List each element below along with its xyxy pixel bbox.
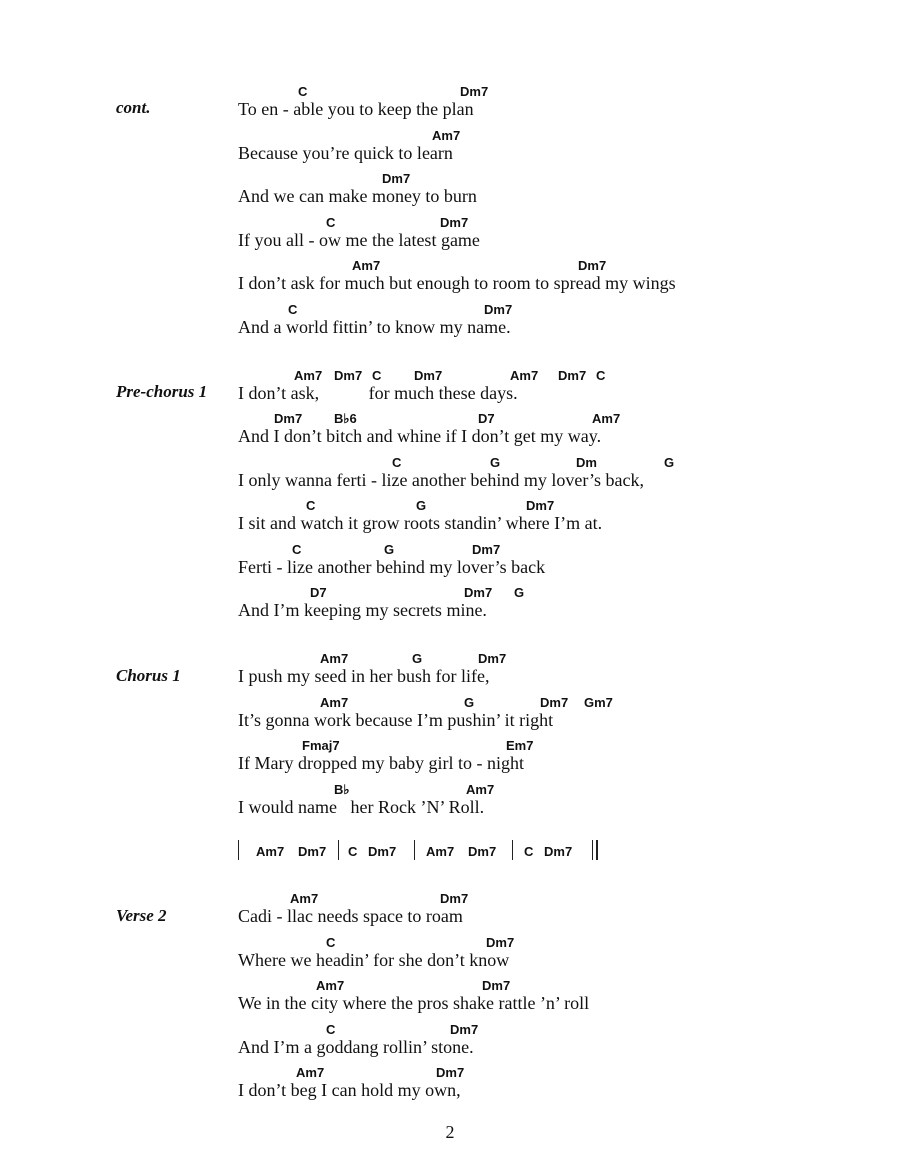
barline [238, 840, 239, 860]
lyric-text: I don’t ask for much but enough to room to spread my wings [238, 273, 676, 293]
chord: C [392, 455, 402, 470]
chord: C [306, 498, 316, 513]
lyric-line [238, 542, 878, 586]
chord: C [326, 215, 336, 230]
lyric-text: I don’t ask, for much these days. [238, 383, 518, 403]
section-label-chorus-1: Chorus 1 [116, 666, 181, 685]
barline [512, 840, 513, 860]
lyric-line [238, 498, 878, 542]
lyric-text: If Mary dropped my baby girl to - night [238, 753, 524, 773]
chord: C [288, 302, 298, 317]
chord: Dm7 [436, 1065, 465, 1080]
chord: Am7 [466, 782, 495, 797]
lyric-line [238, 738, 878, 782]
lyric-text: And I’m a goddang rollin’ stone. [238, 1037, 474, 1057]
chord: B♭ [334, 782, 350, 797]
page-number: 2 [445, 1122, 455, 1142]
lyric-line [238, 585, 878, 629]
chord: G [464, 695, 475, 710]
lyric-line [238, 128, 878, 172]
chord: Am7 [426, 844, 455, 859]
chord: Dm7 [382, 171, 411, 186]
chord: Gm7 [584, 695, 613, 710]
chord: Dm7 [368, 844, 397, 859]
lyric-line [238, 368, 878, 412]
chord: G [384, 542, 395, 557]
chord: G [514, 585, 525, 600]
chord: Dm7 [440, 215, 469, 230]
lyric-line [238, 215, 878, 259]
barline [414, 840, 415, 860]
chord: C [298, 84, 308, 99]
lyric-text: If you all - ow me the latest game [238, 230, 480, 250]
final-barline [596, 840, 598, 860]
final-barline [592, 840, 593, 860]
chord: Am7 [316, 978, 345, 993]
chord: C [292, 542, 302, 557]
chord: Dm7 [478, 651, 507, 666]
section-label-cont: cont. [116, 98, 151, 117]
chord: C [596, 368, 606, 383]
lyric-text: Because you’re quick to learn [238, 143, 453, 163]
lyric-line [238, 935, 878, 979]
chord: Dm7 [484, 302, 513, 317]
chord: B♭6 [334, 411, 357, 426]
chord: C [326, 1022, 336, 1037]
chord: Dm7 [274, 411, 303, 426]
lyric-text: And I don’t bitch and whine if I don’t get my way. [238, 426, 602, 446]
lyric-text: Ferti - lize another behind my lover’s back [238, 557, 546, 577]
chord: Dm7 [464, 585, 493, 600]
chord: Am7 [290, 891, 319, 906]
section-label-verse-2: Verse 2 [116, 906, 167, 925]
chord: Dm7 [544, 844, 573, 859]
chord: Am7 [320, 651, 349, 666]
chord: Am7 [592, 411, 621, 426]
lyric-line [238, 258, 878, 302]
chord: Dm7 [440, 891, 469, 906]
chord: Dm7 [482, 978, 511, 993]
chord: Am7 [294, 368, 323, 383]
chord: Dm7 [450, 1022, 479, 1037]
chord: Fmaj7 [302, 738, 340, 753]
lyric-text: And we can make money to burn [238, 186, 477, 206]
chord: Dm7 [526, 498, 555, 513]
lyric-line [238, 978, 878, 1022]
chord: D7 [478, 411, 495, 426]
chord: Dm7 [334, 368, 363, 383]
chord: Dm7 [414, 368, 443, 383]
chord: Am7 [432, 128, 461, 143]
chord: G [664, 455, 675, 470]
lyric-text: I sit and watch it grow roots standin’ where I’m at. [238, 513, 603, 533]
chord: Dm7 [540, 695, 569, 710]
lyric-text: I would name her Rock ’N’ Roll. [238, 797, 485, 817]
lyric-text: I only wanna ferti - lize another behind my lover’s back, [238, 470, 645, 490]
chord: G [416, 498, 427, 513]
chord: Am7 [296, 1065, 325, 1080]
lyric-line [238, 1022, 878, 1066]
barline [338, 840, 339, 860]
interlude-bars [236, 838, 636, 864]
lyric-text: We in the city where the pros shake rattle ’n’ roll [238, 993, 590, 1013]
lyric-line [238, 171, 878, 215]
chord: Dm7 [460, 84, 489, 99]
chord: D7 [310, 585, 327, 600]
lyric-line [238, 1065, 878, 1109]
chord: Dm7 [472, 542, 501, 557]
chord: Am7 [256, 844, 285, 859]
lyric-line [238, 84, 878, 128]
lyric-text: To en - able you to keep the plan [238, 99, 474, 119]
lyric-text: I push my seed in her bush for life, [238, 666, 490, 686]
lyric-line [238, 782, 878, 826]
lyric-line [238, 411, 878, 455]
lyric-text: It’s gonna work because I’m pushin’ it right [238, 710, 554, 730]
lyric-text: And I’m keeping my secrets mine. [238, 600, 487, 620]
chord: Dm7 [468, 844, 497, 859]
lyric-line [238, 455, 878, 499]
chord: Dm7 [578, 258, 607, 273]
chord: Dm7 [298, 844, 327, 859]
chord: Dm [576, 455, 597, 470]
chord: C [326, 935, 336, 950]
lyric-text: Cadi - llac needs space to roam [238, 906, 463, 926]
lyric-text: I don’t beg I can hold my own, [238, 1080, 461, 1100]
chord: G [412, 651, 423, 666]
chord: Em7 [506, 738, 534, 753]
chord: Am7 [352, 258, 381, 273]
chord: C [348, 844, 358, 859]
chord: Dm7 [558, 368, 587, 383]
section-label-pre-chorus-1: Pre-chorus 1 [116, 382, 208, 401]
lyric-line [238, 891, 878, 935]
chord: Am7 [510, 368, 539, 383]
chord: Dm7 [486, 935, 515, 950]
chord: C [372, 368, 382, 383]
chord: Am7 [320, 695, 349, 710]
chord: G [490, 455, 501, 470]
lyric-text: And a world fittin’ to know my name. [238, 317, 511, 337]
lyric-line [238, 302, 878, 346]
lyric-text: Where we headin’ for she don’t know [238, 950, 510, 970]
lyric-line [238, 651, 878, 695]
lyric-line [238, 695, 878, 739]
chord: C [524, 844, 534, 859]
